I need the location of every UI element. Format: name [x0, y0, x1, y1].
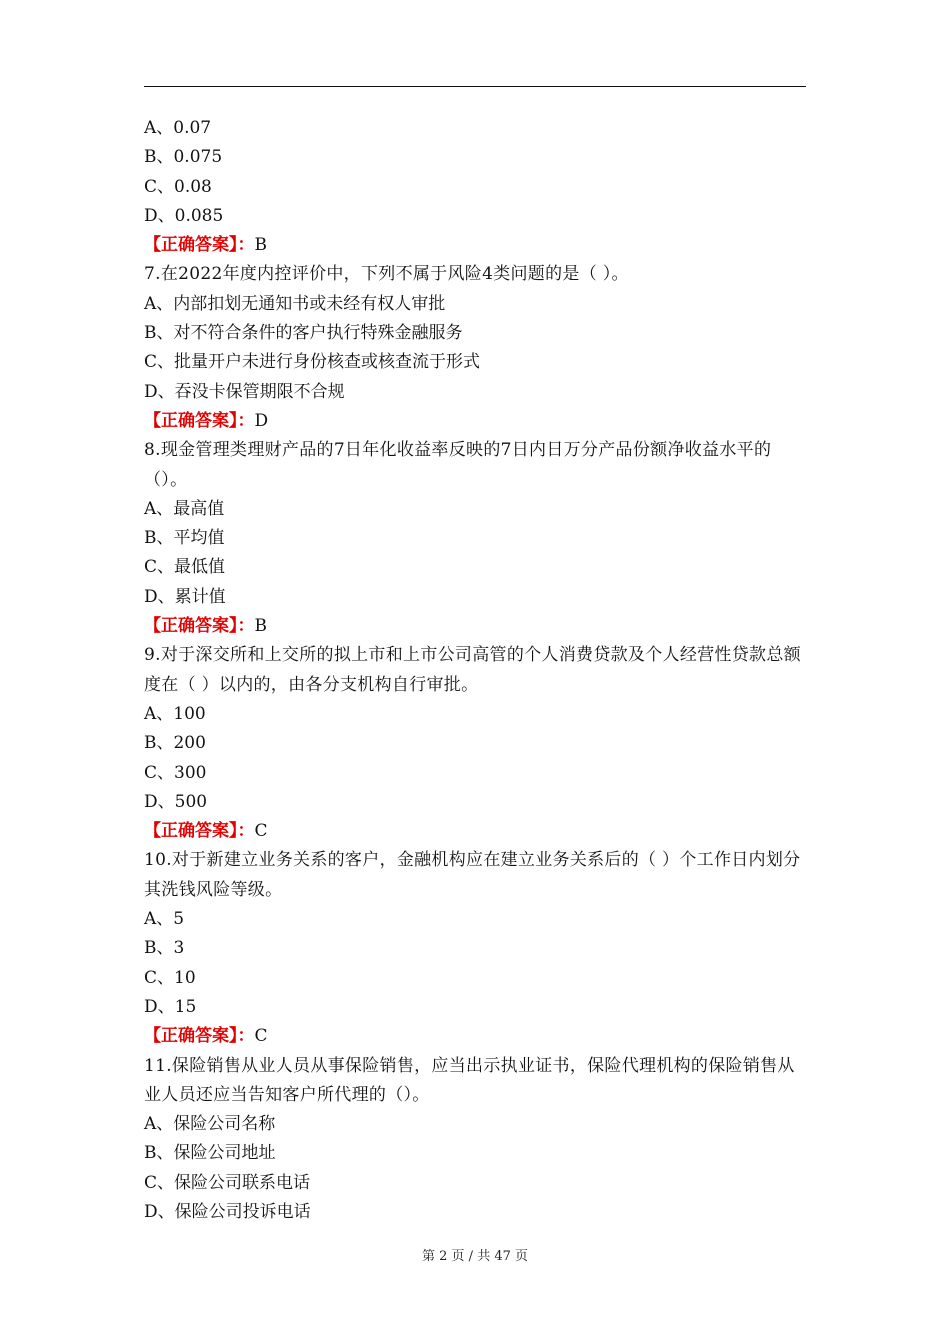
option-d: D、15	[144, 996, 197, 1017]
correct-answer	[144, 407, 806, 436]
option-a: A、5	[144, 909, 185, 930]
option-a: A、保险公司名称	[144, 1114, 276, 1135]
option-d: D、累计值	[144, 586, 226, 607]
answer-value: B	[254, 235, 267, 256]
option-b: B、200	[144, 733, 206, 754]
option-b: B、平均值	[144, 528, 225, 549]
answer-value: C	[254, 1026, 268, 1047]
correct-answer	[144, 817, 806, 846]
page-footer	[0, 1245, 950, 1264]
question-text: 7.在2022年度内控评价中，下列不属于风险4类问题的是（ ）。	[144, 264, 629, 285]
answer-label: 【正确答案】：	[144, 616, 255, 637]
prev-question-block	[144, 114, 806, 260]
question-text: 11.保险销售从业人员从事保险销售，应当出示执业证书，保险代理机构的保险销售从业人员还应当告知客户所代理的（）。	[144, 1055, 795, 1105]
option-c: C、保险公司联系电话	[144, 1172, 311, 1193]
option-b: B、3	[144, 938, 185, 959]
option-c: C、300	[144, 762, 207, 783]
document-content	[144, 114, 806, 1227]
option-a: A、最高值	[144, 498, 225, 519]
option-a: A、0.07	[144, 118, 212, 138]
option-b: B、保险公司地址	[144, 1143, 276, 1164]
header-rule	[144, 86, 806, 87]
total-label: 共	[477, 1249, 491, 1264]
correct-answer	[144, 1022, 806, 1051]
question-text: 9.对于深交所和上交所的拟上市和上市公司高管的个人消费贷款及个人经营性贷款总额度在（ ）以内的，由各分支机构自行审批。	[144, 645, 801, 695]
page-number: 2	[439, 1249, 448, 1264]
option-c: C、0.08	[144, 176, 212, 197]
page-separator: /	[468, 1249, 474, 1264]
option-d: D、吞没卡保管期限不合规	[144, 381, 345, 402]
page-unit: 页	[451, 1249, 465, 1264]
question-block-8	[144, 436, 806, 641]
option-b: B、0.075	[144, 147, 223, 168]
question-block-7	[144, 260, 806, 436]
answer-label: 【正确答案】：	[144, 1026, 255, 1047]
total-unit: 页	[515, 1249, 529, 1264]
option-d: D、保险公司投诉电话	[144, 1201, 311, 1222]
question-block-10	[144, 846, 806, 1051]
option-a: A、100	[144, 703, 206, 724]
option-c: C、批量开户未进行身份核查或核查流于形式	[144, 352, 481, 373]
question-text: 8.现金管理类理财产品的7日年化收益率反映的7日内日万分产品份额净收益水平的（）。	[144, 440, 772, 490]
question-block-9	[144, 641, 806, 846]
answer-value: C	[254, 821, 268, 842]
question-text: 10.对于新建立业务关系的客户，金融机构应在建立业务关系后的（ ）个工作日内划分其洗钱风险等级。	[144, 850, 801, 900]
answer-value: D	[254, 410, 269, 431]
page-label: 第	[421, 1249, 435, 1264]
answer-label: 【正确答案】：	[144, 235, 255, 256]
option-c: C、最低值	[144, 557, 226, 578]
question-block-11	[144, 1052, 806, 1228]
option-c: C、10	[144, 967, 196, 988]
answer-label: 【正确答案】：	[144, 410, 255, 431]
answer-label: 【正确答案】：	[144, 821, 255, 842]
total-pages: 47	[494, 1249, 511, 1264]
option-d: D、500	[144, 791, 208, 812]
correct-answer	[144, 612, 806, 641]
answer-value: B	[254, 616, 267, 637]
correct-answer	[144, 231, 806, 260]
option-b: B、对不符合条件的客户执行特殊金融服务	[144, 323, 463, 344]
option-d: D、0.085	[144, 205, 224, 226]
option-a: A、内部扣划无通知书或未经有权人审批	[144, 293, 446, 314]
